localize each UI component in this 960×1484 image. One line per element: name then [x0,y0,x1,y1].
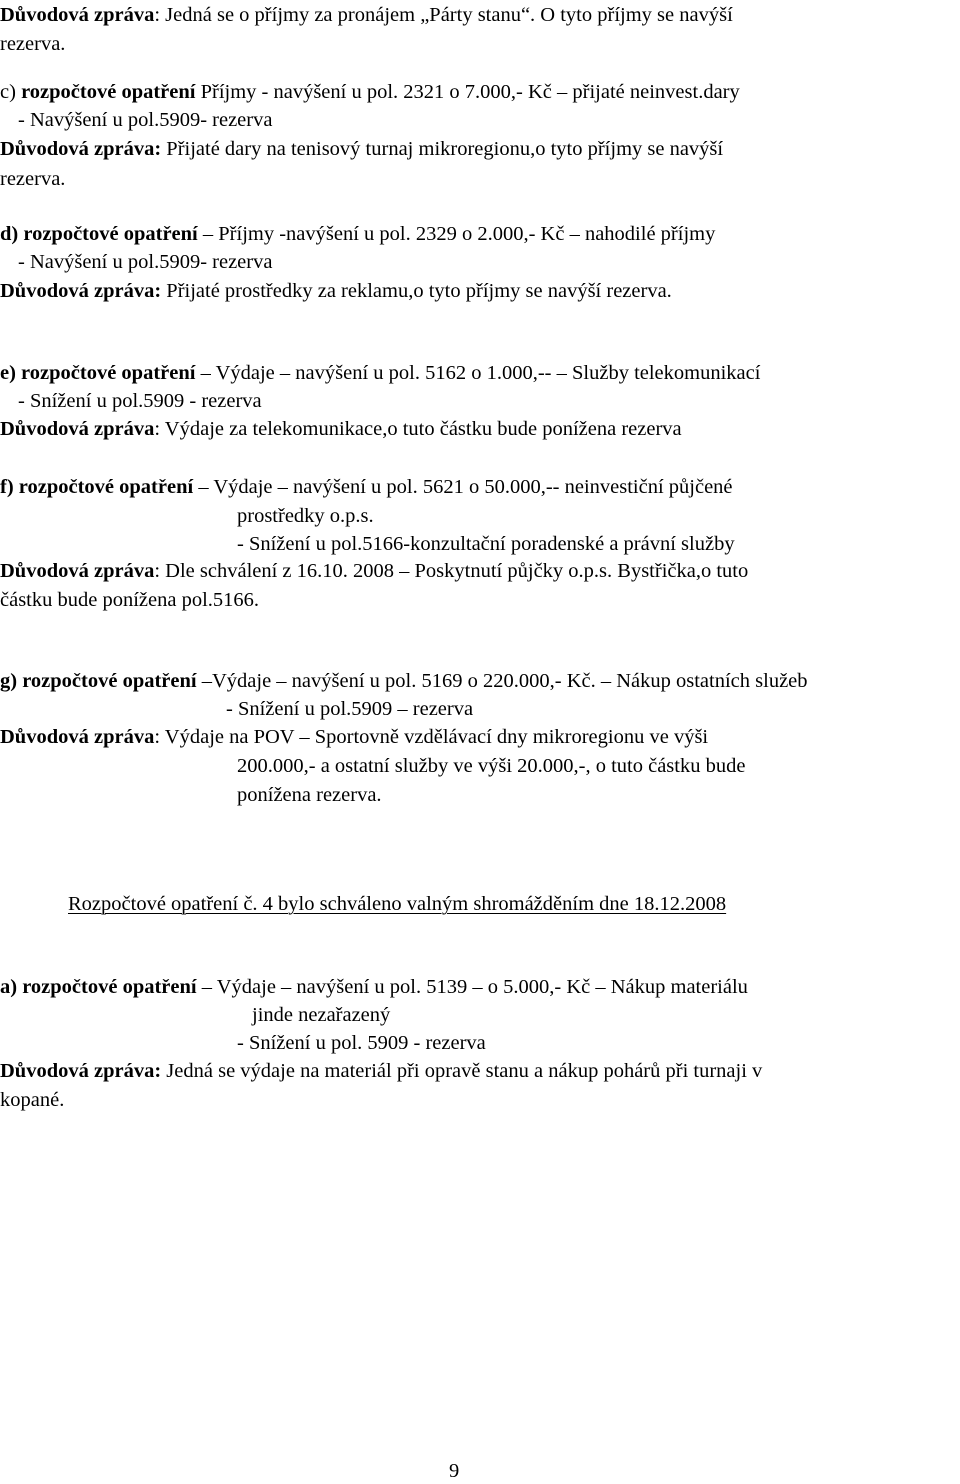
paragraph-line [0,31,65,57]
paragraph-line [237,753,745,779]
label-bold: Důvodová zpráva: [0,138,162,160]
text: - Navýšení u pol.5909- rezerva [18,109,273,131]
paragraph-line [0,974,748,1000]
text: prostředky o.p.s. [237,505,374,527]
text: : Dle schválení z 16.10. 2008 – Poskytnutí půjčky o.p.s. Bystřička,o tuto [154,560,749,582]
label-bold: Důvodová zpráva [0,560,155,582]
text: jinde nezařazený [252,1004,391,1026]
text: ponížena rezerva. [237,784,382,806]
text: : Výdaje na POV – Sportovně vzdělávací dny mikroregionu ve výši [154,726,709,748]
paragraph-line [18,107,272,133]
paragraph-line [0,79,740,105]
label-bold: Důvodová zpráva [0,4,155,26]
paragraph-line [226,696,473,722]
paragraph-line [252,1002,390,1028]
text: – Výdaje – navýšení u pol. 5621 o 50.000,-- neinvestiční půjčené [193,476,733,498]
text: rezerva. [0,33,66,55]
paragraph-line [0,724,708,750]
paragraph-line [0,558,748,584]
paragraph-line [0,587,259,613]
text: částku bude ponížena pol.5166. [0,589,260,611]
paragraph-line [0,474,733,500]
label-bold: rozpočtové opatření [21,81,196,103]
label-bold: a) rozpočtové opatření [0,976,197,998]
text: : Jedná se o příjmy za pronájem „Párty stanu“. O tyto příjmy se navýší [154,4,733,26]
label-bold: Důvodová zpráva [0,418,155,440]
text: - Snížení u pol.5909 - rezerva [18,390,262,412]
paragraph-line [18,388,262,414]
page-number: 9 [449,1460,460,1482]
label-bold: Důvodová zpráva: [0,280,162,302]
text: – Příjmy -navýšení u pol. 2329 o 2.000,- Kč – nahodilé příjmy [197,223,716,245]
paragraph-line [0,278,672,304]
label-bold: Důvodová zpráva: [0,1060,162,1082]
paragraph-line [0,1058,762,1084]
paragraph-line [0,360,760,386]
text: rezerva. [0,168,66,190]
text: Přijaté prostředky za reklamu,o tyto příjmy se navýší rezerva. [161,280,672,302]
text: - Snížení u pol. 5909 - rezerva [237,1032,486,1054]
paragraph-line [18,249,272,275]
text: - Navýšení u pol.5909- rezerva [18,251,273,273]
text: – Výdaje – navýšení u pol. 5162 o 1.000,-- – Služby telekomunikací [195,362,761,384]
section-heading: Rozpočtové opatření č. 4 bylo schváleno valným shromážděním dne 18.12.2008 [68,893,727,915]
label-bold: d) rozpočtové opatření [0,223,198,245]
text: - Snížení u pol.5166-konzultační poradenské a právní služby [237,533,735,555]
label-bold: Důvodová zpráva [0,726,155,748]
paragraph-line [0,668,808,694]
paragraph-line [237,782,382,808]
text: - Snížení u pol.5909 – rezerva [226,698,474,720]
paragraph-line [0,1087,64,1113]
paragraph-line [0,416,682,442]
text: Příjmy - navýšení u pol. 2321 o 7.000,- Kč – přijaté neinvest.dary [195,81,740,103]
paragraph-line [0,2,733,28]
text: – Výdaje – navýšení u pol. 5139 – o 5.000,- Kč – Nákup materiálu [196,976,748,998]
paragraph-line [237,1030,486,1056]
paragraph-line [0,221,715,247]
text: Jedná se výdaje na materiál při opravě stanu a nákup pohárů při turnaji v [161,1060,763,1082]
text: –Výdaje – navýšení u pol. 5169 o 220.000,- Kč. – Nákup ostatních služeb [196,670,808,692]
text: c) [0,81,22,103]
paragraph-line [237,531,735,557]
text: Přijaté dary na tenisový turnaj mikroregionu,o tyto příjmy se navýší [161,138,724,160]
paragraph-line [0,166,65,192]
text: : Výdaje za telekomunikace,o tuto částku bude ponížena rezerva [154,418,682,440]
label-bold: g) rozpočtové opatření [0,670,197,692]
label-bold: e) rozpočtové opatření [0,362,196,384]
label-bold: f) rozpočtové opatření [0,476,194,498]
text: kopané. [0,1089,65,1111]
paragraph-line [0,136,723,162]
paragraph-line [237,503,374,529]
text: 200.000,- a ostatní služby ve výši 20.000,-, o tuto částku bude [237,755,746,777]
